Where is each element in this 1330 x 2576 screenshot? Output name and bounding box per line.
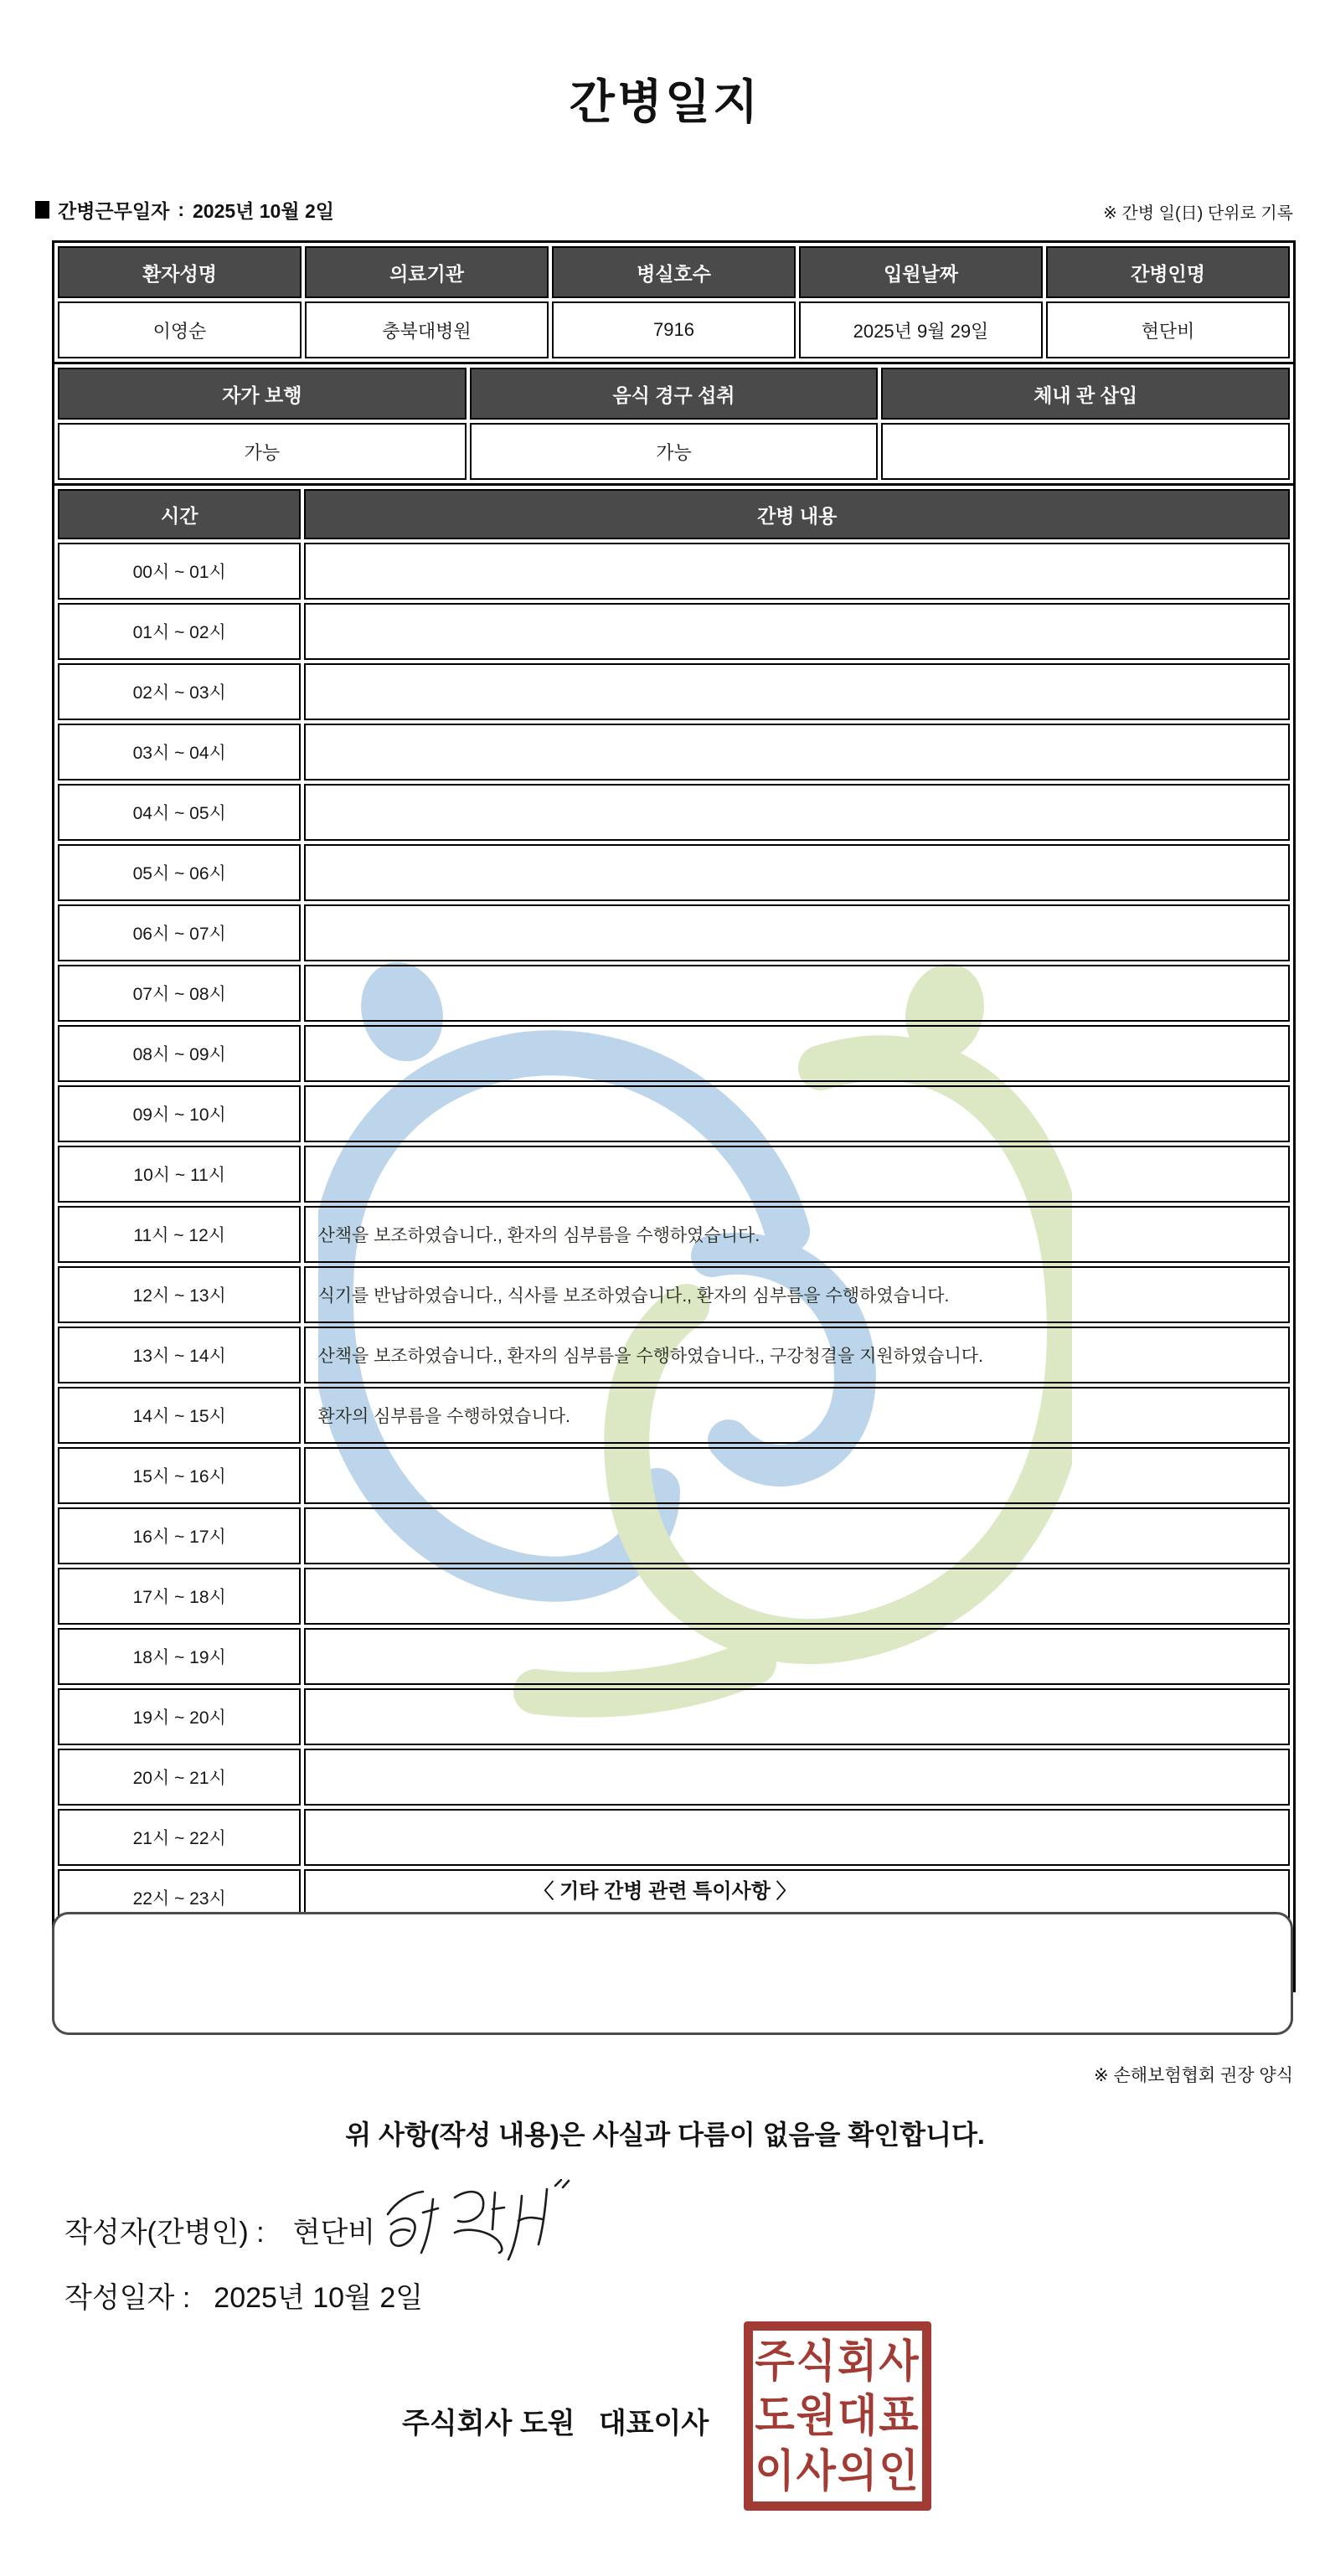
care-row — [58, 1146, 1290, 1203]
status-value-row — [58, 423, 1290, 480]
confirmation-statement: 위 사항(작성 내용)은 사실과 다름이 없음을 확인합니다. — [345, 2120, 985, 2150]
daily-unit-note: ※ 간병 일(日) 단위로 기록 — [1103, 204, 1293, 223]
care-row — [58, 965, 1290, 1022]
patient-value-cell: 현단비 — [1046, 301, 1290, 358]
care-time-cell: 04시 ~ 05시 — [58, 784, 301, 841]
care-content-cell — [304, 1568, 1290, 1625]
care-time-header: 시간 — [58, 489, 301, 539]
care-row — [58, 1507, 1290, 1564]
meta-row — [35, 196, 1293, 224]
care-content-cell — [304, 1447, 1290, 1504]
care-content-cell — [304, 724, 1290, 781]
care-time-cell: 11시 ~ 12시 — [58, 1206, 301, 1263]
care-time-cell: 07시 ~ 08시 — [58, 965, 301, 1022]
stamp-text-row: 주식회사 — [755, 2336, 920, 2386]
patient-header-cell: 병실호수 — [552, 246, 796, 298]
care-time-cell: 18시 ~ 19시 — [58, 1628, 301, 1685]
care-row — [58, 1085, 1290, 1142]
work-date-value: 2025년 10월 2일 — [192, 200, 334, 222]
patient-status-table — [52, 362, 1296, 486]
care-time-cell: 14시 ~ 15시 — [58, 1387, 301, 1444]
care-time-cell: 00시 ~ 01시 — [58, 543, 301, 600]
work-date-label: 간병근무일자 — [58, 200, 170, 222]
square-bullet-icon — [35, 201, 49, 219]
patient-value-cell: 7916 — [552, 301, 796, 358]
page-title: 간병일지 — [569, 75, 761, 128]
care-content-cell: 산책을 보조하였습니다., 환자의 심부름을 수행하였습니다. — [304, 1206, 1290, 1263]
care-time-cell: 05시 ~ 06시 — [58, 844, 301, 901]
stamp-text-row: 도원대표 — [755, 2391, 920, 2441]
patient-header-cell: 간병인명 — [1046, 246, 1290, 298]
writer-line — [64, 2209, 375, 2250]
care-time-cell: 13시 ~ 14시 — [58, 1327, 301, 1383]
care-time-cell: 03시 ~ 04시 — [58, 724, 301, 781]
care-time-cell: 02시 ~ 03시 — [58, 663, 301, 720]
care-content-cell — [304, 663, 1290, 720]
care-content-cell: 산책을 보조하였습니다., 환자의 심부름을 수행하였습니다., 구강청결을 지원하였습니다. — [304, 1327, 1290, 1383]
care-content-cell: 식기를 반납하였습니다., 식사를 보조하였습니다., 환자의 심부름을 수행하였습니다. — [304, 1266, 1290, 1323]
care-content-cell — [304, 543, 1290, 600]
care-row — [58, 1749, 1290, 1806]
status-header-cell: 자가 보행 — [58, 368, 467, 420]
company-ceo-line: 주식회사 도원 대표이사 — [402, 2408, 709, 2439]
care-row — [58, 784, 1290, 841]
patient-info-table — [52, 240, 1296, 364]
extra-notes-box — [52, 1912, 1293, 2035]
patient-value-cell: 이영순 — [58, 301, 302, 358]
date-value: 2025년 10월 2일 — [214, 2282, 424, 2314]
care-row — [58, 543, 1290, 600]
hourly-care-table — [52, 483, 1296, 1992]
patient-header-row — [58, 246, 1290, 298]
work-date-line — [35, 196, 334, 224]
care-row — [58, 1025, 1290, 1082]
care-content-cell — [304, 784, 1290, 841]
care-content-cell — [304, 603, 1290, 660]
care-content-cell — [304, 1749, 1290, 1806]
care-content-cell — [304, 1809, 1290, 1866]
patient-value-row — [58, 301, 1290, 358]
status-value-cell — [881, 423, 1290, 480]
care-time-cell: 06시 ~ 07시 — [58, 904, 301, 961]
care-time-cell: 19시 ~ 20시 — [58, 1688, 301, 1745]
care-content-cell: 환자의 심부름을 수행하였습니다. — [304, 1387, 1290, 1444]
writer-name: 현단비 — [292, 2217, 376, 2249]
care-row — [58, 724, 1290, 781]
care-content-header: 간병 내용 — [304, 489, 1290, 539]
work-date-separator: : — [178, 198, 184, 220]
care-time-cell: 08시 ~ 09시 — [58, 1025, 301, 1082]
care-content-cell — [304, 965, 1290, 1022]
care-content-cell — [304, 1628, 1290, 1685]
status-header-cell: 체내 관 삽입 — [881, 368, 1290, 420]
association-form-note: ※ 손해보험협회 권장 양식 — [1094, 2066, 1293, 2085]
care-time-cell: 21시 ~ 22시 — [58, 1809, 301, 1866]
care-row — [58, 1809, 1290, 1866]
care-time-cell: 15시 ~ 16시 — [58, 1447, 301, 1504]
care-row — [58, 1206, 1290, 1263]
care-row — [58, 1266, 1290, 1323]
extra-notes-heading: 〈 기타 간병 관련 특이사항 〉 — [534, 1880, 796, 1903]
date-line — [64, 2275, 423, 2316]
care-row — [58, 844, 1290, 901]
care-time-cell: 16시 ~ 17시 — [58, 1507, 301, 1564]
status-value-cell: 가능 — [58, 423, 467, 480]
care-content-cell — [304, 1085, 1290, 1142]
care-time-cell: 20시 ~ 21시 — [58, 1749, 301, 1806]
status-header-cell: 음식 경구 섭취 — [470, 368, 879, 420]
care-header-row — [58, 489, 1290, 539]
care-row — [58, 1387, 1290, 1444]
care-row — [58, 1327, 1290, 1383]
care-content-cell — [304, 844, 1290, 901]
care-content-cell — [304, 1688, 1290, 1745]
corporate-seal-stamp — [744, 2321, 931, 2511]
care-time-cell: 22시 ~ 23시 — [58, 1869, 301, 1926]
care-time-cell: 10시 ~ 11시 — [58, 1146, 301, 1203]
patient-value-cell: 충북대병원 — [305, 301, 549, 358]
care-time-cell: 12시 ~ 13시 — [58, 1266, 301, 1323]
patient-value-cell: 2025년 9월 29일 — [799, 301, 1043, 358]
care-row — [58, 1447, 1290, 1504]
care-time-cell: 17시 ~ 18시 — [58, 1568, 301, 1625]
care-row — [58, 663, 1290, 720]
patient-header-cell: 의료기관 — [305, 246, 549, 298]
care-content-cell — [304, 1025, 1290, 1082]
care-row — [58, 904, 1290, 961]
patient-header-cell: 환자성명 — [58, 246, 302, 298]
date-label: 작성일자 : — [64, 2282, 191, 2314]
care-time-cell: 09시 ~ 10시 — [58, 1085, 301, 1142]
care-content-cell — [304, 904, 1290, 961]
handwritten-signature — [381, 2179, 579, 2269]
care-row — [58, 1628, 1290, 1685]
care-content-cell — [304, 1146, 1290, 1203]
stamp-text-row: 이사의인 — [755, 2446, 920, 2496]
status-header-row — [58, 368, 1290, 420]
writer-label: 작성자(간병인) : — [64, 2217, 265, 2249]
care-row — [58, 1568, 1290, 1625]
care-time-cell: 01시 ~ 02시 — [58, 603, 301, 660]
care-content-cell — [304, 1507, 1290, 1564]
status-value-cell: 가능 — [470, 423, 879, 480]
patient-header-cell: 입원날짜 — [799, 246, 1043, 298]
care-row — [58, 1688, 1290, 1745]
care-row — [58, 603, 1290, 660]
